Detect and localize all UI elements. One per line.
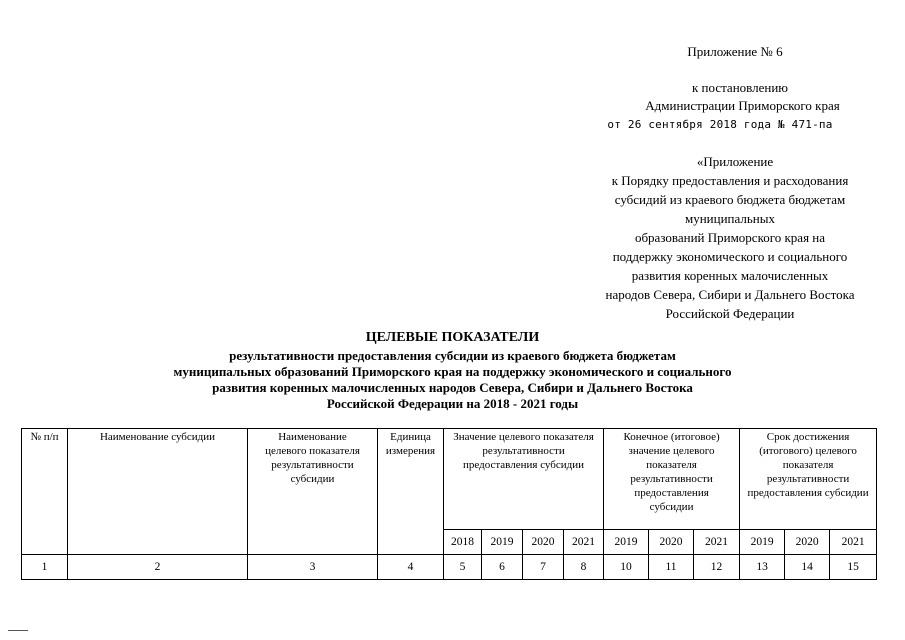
header-indicator: Наименование целевого показателя результативности субсидии — [248, 429, 378, 555]
col-number: 6 — [482, 555, 523, 580]
inner-appendix-line-1: «Приложение — [696, 154, 774, 169]
table-header-row — [22, 429, 877, 530]
table-row — [22, 555, 877, 580]
inner-appendix-line-5: образований Приморского края на — [634, 230, 826, 245]
col-number: 15 — [830, 555, 877, 580]
col-number: 3 — [248, 555, 378, 580]
year-value-2018: 2018 — [444, 530, 482, 555]
inner-appendix-line-3: субсидий из краевого бюджета бюджетам — [614, 192, 846, 207]
document-heading — [0, 330, 905, 412]
header-subsidy: Наименование субсидии — [68, 429, 248, 555]
col-number: 1 — [22, 555, 68, 580]
col-number: 8 — [564, 555, 604, 580]
heading-title: ЦЕЛЕВЫЕ ПОКАЗАТЕЛИ — [365, 330, 540, 345]
header-final: Конечное (итоговое) значение целевого показателя результативности предоставления субсидии — [604, 429, 740, 530]
scan-mark — [8, 630, 28, 631]
year-final-2020: 2020 — [649, 530, 694, 555]
col-number: 12 — [694, 555, 740, 580]
header-value: Значение целевого показателя результативности предоставления субсидии — [444, 429, 604, 530]
inner-appendix-line-9: Российской Федерации — [665, 306, 795, 321]
year-value-2021: 2021 — [564, 530, 604, 555]
year-final-2019: 2019 — [604, 530, 649, 555]
heading-line-5: Российской Федерации на 2018 - 2021 годы — [326, 396, 579, 411]
appendix-line1: к постановлению — [691, 80, 789, 95]
col-number: 13 — [740, 555, 785, 580]
col-number: 14 — [785, 555, 830, 580]
col-number: 11 — [649, 555, 694, 580]
col-number: 10 — [604, 555, 649, 580]
header-term: Срок достижения (итогового) целевого показателя результативности предоставления субсидии — [740, 429, 877, 530]
inner-appendix-line-2: к Порядку предоставления и расходования — [611, 173, 849, 188]
inner-appendix-line-7: развития коренных малочисленных — [631, 268, 829, 283]
year-term-2020: 2020 — [785, 530, 830, 555]
year-term-2021: 2021 — [830, 530, 877, 555]
year-term-2019: 2019 — [740, 530, 785, 555]
header-num: № п/п — [22, 429, 68, 555]
col-number: 7 — [523, 555, 564, 580]
col-number: 4 — [378, 555, 444, 580]
appendix-date-line: от 26 сентября 2018 года № 471-па — [607, 118, 833, 131]
col-number: 5 — [444, 555, 482, 580]
header-unit: Единица измерения — [378, 429, 444, 555]
heading-line-2: результативности предоставления субсидии из краевого бюджета бюджетам — [229, 348, 676, 363]
year-value-2019: 2019 — [482, 530, 523, 555]
indicators-table — [21, 428, 877, 580]
heading-line-3: муниципальных образований Приморского края на поддержку экономического и социального — [173, 364, 732, 379]
col-number: 2 — [68, 555, 248, 580]
inner-appendix-line-4: муниципальных — [684, 211, 775, 226]
order-appendix — [580, 152, 880, 323]
year-final-2021: 2021 — [694, 530, 740, 555]
year-value-2020: 2020 — [523, 530, 564, 555]
appendix-line2: Администрации Приморского края — [645, 98, 840, 113]
inner-appendix-line-6: поддержку экономического и социального — [612, 249, 848, 264]
inner-appendix-line-8: народов Севера, Сибири и Дальнего Востока — [605, 287, 855, 302]
heading-line-4: развития коренных малочисленных народов Севера, Сибири и Дальнего Востока — [212, 380, 693, 395]
appendix-title: Приложение № 6 — [687, 44, 783, 59]
